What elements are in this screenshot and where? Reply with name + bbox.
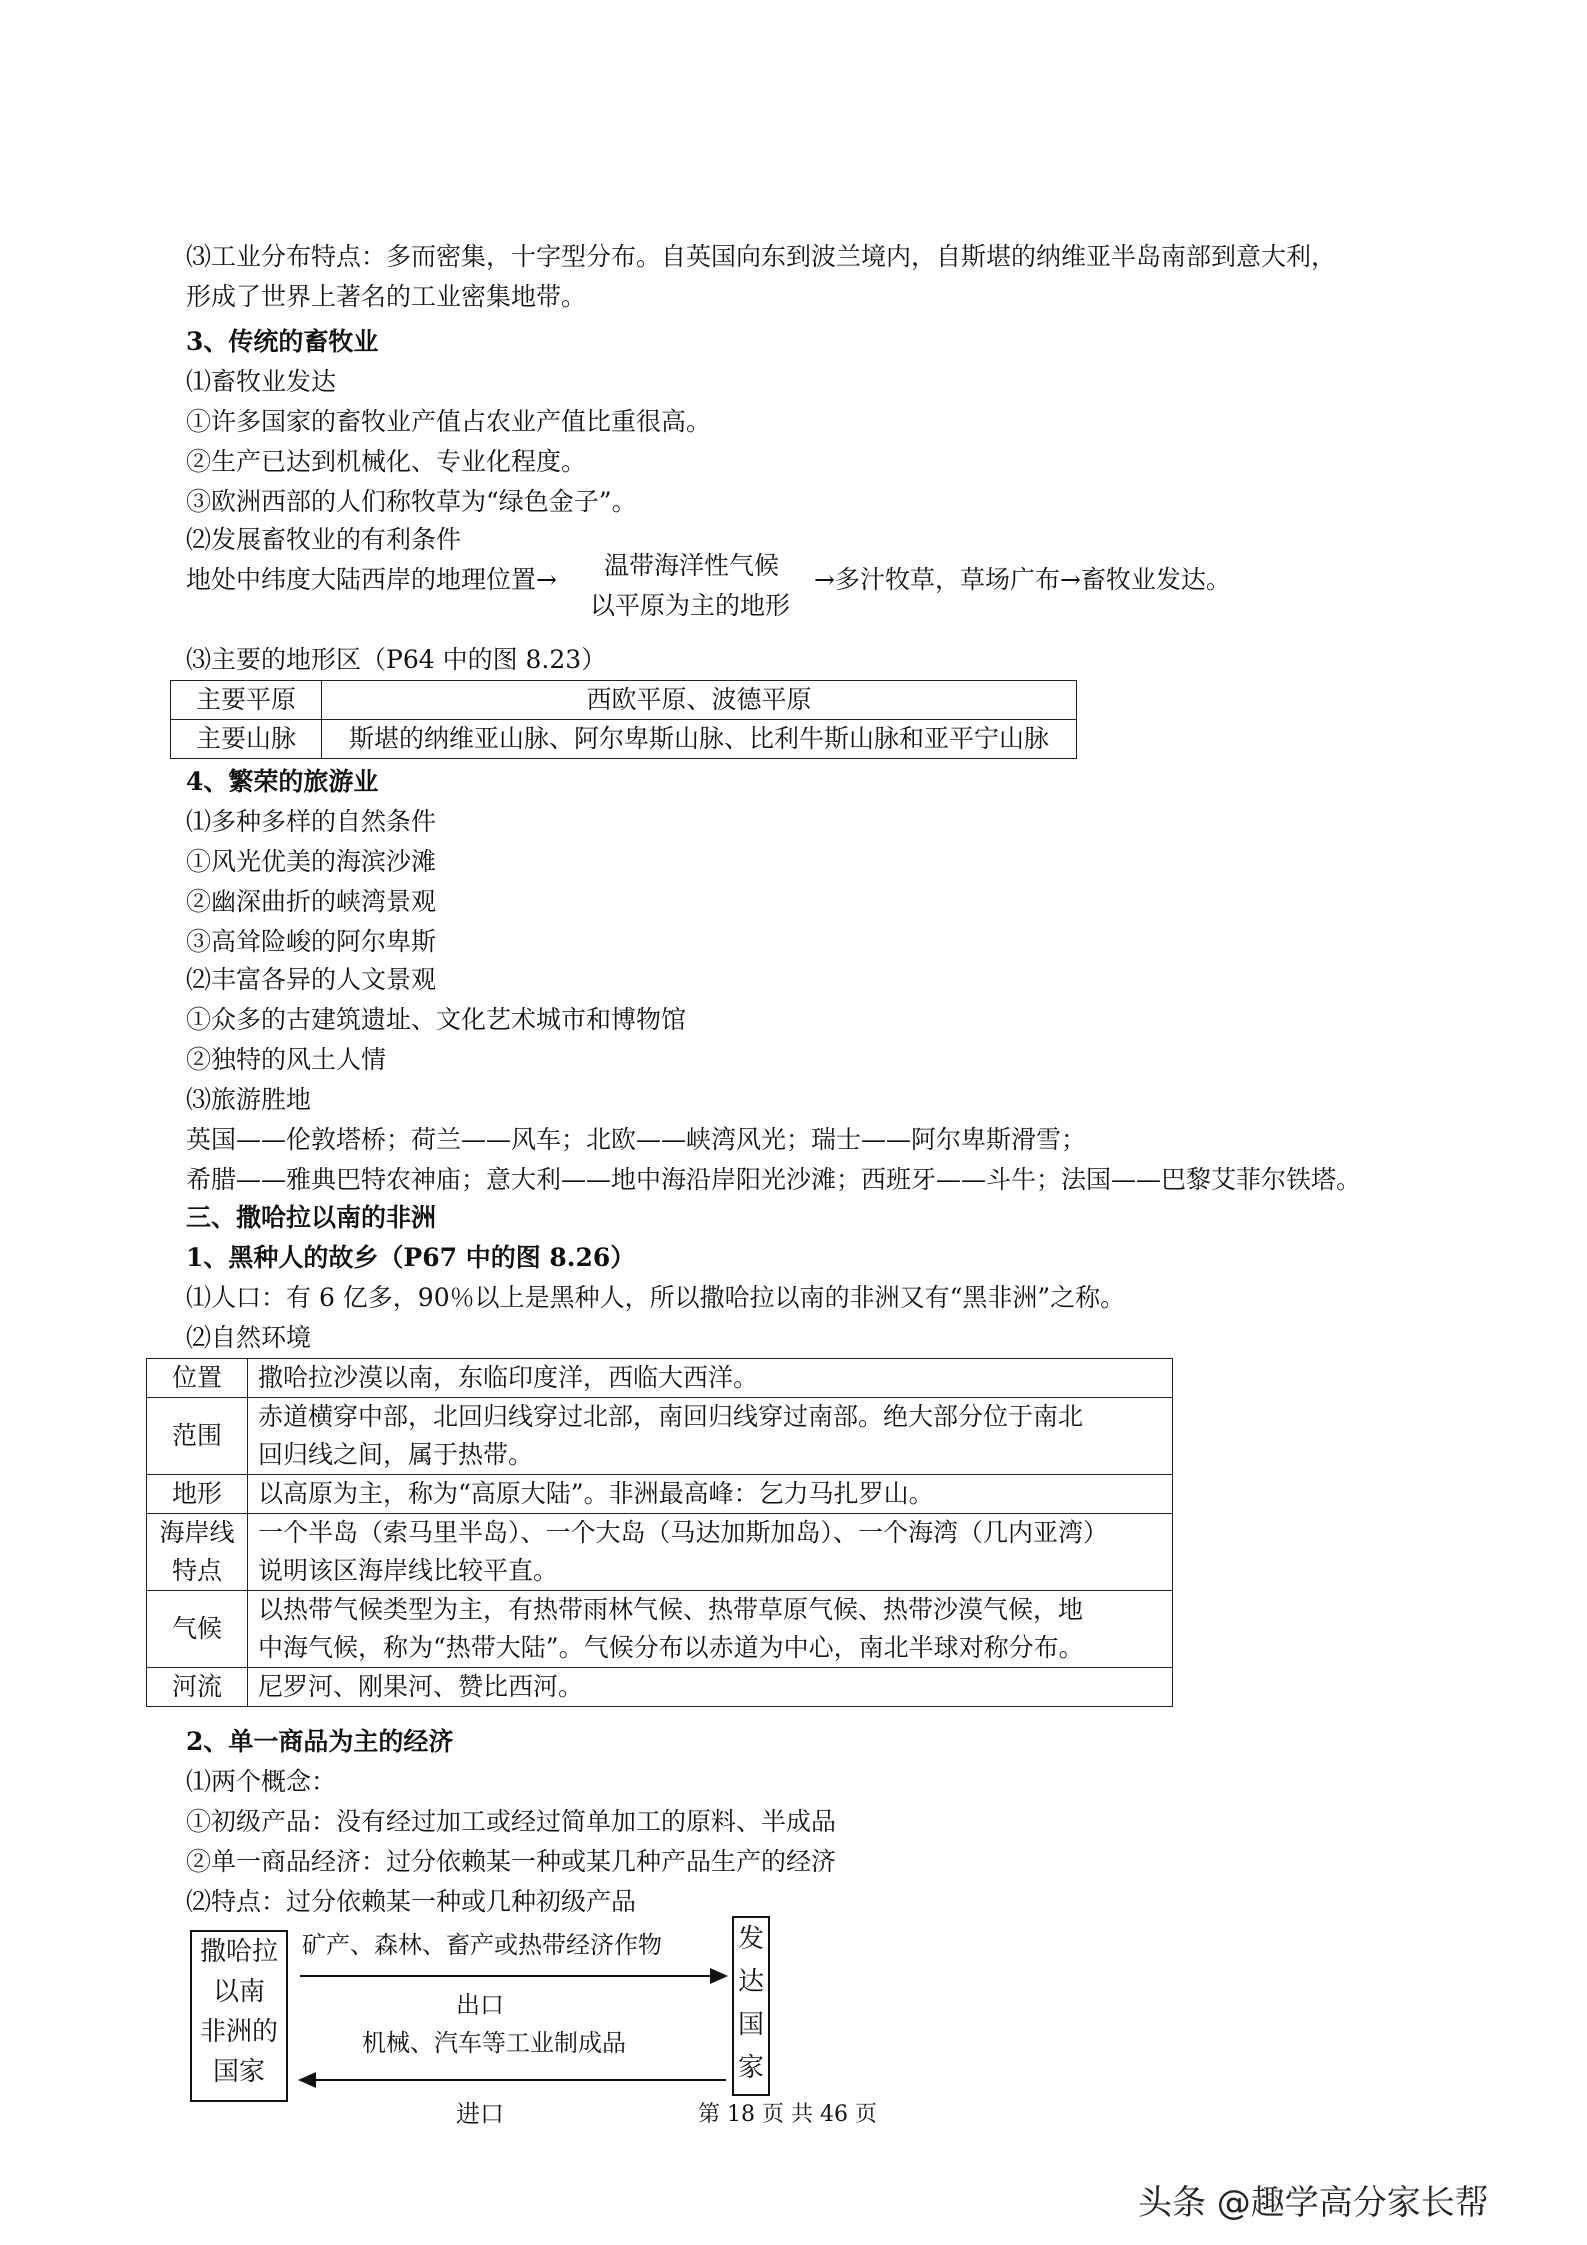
export-label: 出口 <box>456 1991 504 2019</box>
env-value: 一个半岛（索马里半岛）、一个大岛（马达加斯加岛）、一个海湾（几内亚湾） 说明该区海岸线比较平直。 <box>248 1514 1173 1591</box>
terrain-label: 主要山脉 <box>171 720 322 759</box>
import-arrow-line <box>316 2079 726 2081</box>
env-value: 撒哈拉沙漠以南，东临印度洋，西临大西洋。 <box>248 1359 1173 1398</box>
livestock-item-3: ③欧洲西部的人们称牧草为“绿色金子”。 <box>186 487 637 516</box>
terrain-value: 西欧平原、波德平原 <box>322 681 1077 720</box>
flow-mid-2: 以平原为主的地形 <box>590 591 791 620</box>
export-arrow-line <box>300 1975 710 1977</box>
page-footer: 第 18 页 共 46 页 <box>698 2102 877 2127</box>
flow-left: 地处中纬度大陆西岸的地理位置→ <box>186 565 557 594</box>
developed-countries-box: 发 达 国 家 <box>732 1916 770 2096</box>
left-arrow-icon <box>298 2072 316 2088</box>
env-value: 尼罗河、刚果河、赞比西河。 <box>248 1668 1173 1707</box>
env-label: 气候 <box>147 1591 248 1668</box>
env-label: 地形 <box>147 1475 248 1514</box>
tourism-human-2: ②独特的风土人情 <box>186 1045 387 1074</box>
export-goods-label: 矿产、森林、畜产或热带经济作物 <box>302 1931 662 1959</box>
watermark: 头条 @趣学高分家长帮 <box>1138 2183 1489 2223</box>
flow-mid-1: 温带海洋性气候 <box>604 551 780 580</box>
concepts-title: ⑴两个概念： <box>186 1767 337 1796</box>
table-row <box>147 1398 1173 1475</box>
africa-heading-2: 2、单一商品为主的经济 <box>186 1727 454 1756</box>
terrain-value: 斯堪的纳维亚山脉、阿尔卑斯山脉、比利牛斯山脉和亚平宁山脉 <box>322 720 1077 759</box>
livestock-subheading-1: ⑴畜牧业发达 <box>186 367 337 396</box>
import-label: 进口 <box>456 2100 504 2128</box>
livestock-subheading-3: ⑶主要的地形区（P64 中的图 8.23） <box>186 645 607 674</box>
tourism-spots-1: 英国——伦敦塔桥；荷兰——风车；北欧——峡湾风光；瑞士——阿尔卑斯滑雪； <box>186 1125 1087 1154</box>
africa-env-title: ⑵自然环境 <box>186 1323 312 1352</box>
env-label: 范围 <box>147 1398 248 1475</box>
africa-section-title: 三、撒哈拉以南的非洲 <box>186 1203 437 1232</box>
livestock-subheading-2: ⑵发展畜牧业的有利条件 <box>186 525 462 554</box>
table-row <box>147 1475 1173 1514</box>
tourism-spots-2: 希腊——雅典巴特农神庙；意大利——地中海沿岸阳光沙滩；西班牙——斗牛；法国——巴黎艾菲尔铁塔。 <box>186 1165 1362 1194</box>
tourism-subheading-1: ⑴多种多样的自然条件 <box>186 807 437 836</box>
env-value: 赤道横穿中部，北回归线穿过北部，南回归线穿过南部。绝大部分位于南北 回归线之间，属于热带。 <box>248 1398 1173 1475</box>
import-goods-label: 机械、汽车等工业制成品 <box>362 2029 626 2057</box>
env-label: 海岸线 特点 <box>147 1514 248 1591</box>
table-row <box>147 1514 1173 1591</box>
env-value: 以热带气候类型为主，有热带雨林气候、热带草原气候、热带沙漠气候，地 中海气候，称为“热带大陆”。气候分布以赤道为中心，南北半球对称分布。 <box>248 1591 1173 1668</box>
table-row <box>171 681 1077 720</box>
tourism-natural-1: ①风光优美的海滨沙滩 <box>186 847 437 876</box>
env-label: 位置 <box>147 1359 248 1398</box>
table-row <box>147 1591 1173 1668</box>
table-row <box>147 1359 1173 1398</box>
tourism-subheading-2: ⑵丰富各异的人文景观 <box>186 965 437 994</box>
livestock-item-1: ①许多国家的畜牧业产值占农业产值比重很高。 <box>186 407 712 436</box>
concept-2: ②单一商品经济：过分依赖某一种或某几种产品生产的经济 <box>186 1847 837 1876</box>
tourism-natural-2: ②幽深曲折的峡湾景观 <box>186 887 437 916</box>
africa-population: ⑴人口：有 6 亿多，90％以上是黑种人，所以撒哈拉以南的非洲又有“黑非洲”之称。 <box>186 1283 1126 1312</box>
industry-distribution-line2: 形成了世界上著名的工业密集地带。 <box>186 282 587 311</box>
table-row <box>171 720 1077 759</box>
economy-feature: ⑵特点：过分依赖某一种或几种初级产品 <box>186 1887 637 1916</box>
flow-right: →多汁牧草，草场广布→畜牧业发达。 <box>814 565 1231 594</box>
tourism-heading: 4、繁荣的旅游业 <box>186 767 379 796</box>
concept-1: ①初级产品：没有经过加工或经过简单加工的原料、半成品 <box>186 1807 837 1836</box>
livestock-item-2: ②生产已达到机械化、专业化程度。 <box>186 447 587 476</box>
tourism-subheading-3: ⑶旅游胜地 <box>186 1085 312 1114</box>
tourism-natural-3: ③高耸险峻的阿尔卑斯 <box>186 927 437 956</box>
env-label: 河流 <box>147 1668 248 1707</box>
terrain-table <box>170 680 1077 759</box>
terrain-label: 主要平原 <box>171 681 322 720</box>
right-arrow-icon <box>710 1968 728 1984</box>
tourism-human-1: ①众多的古建筑遗址、文化艺术城市和博物馆 <box>186 1005 687 1034</box>
livestock-heading: 3、传统的畜牧业 <box>186 327 379 356</box>
africa-box: 撒哈拉 以南 非洲的 国家 <box>190 1930 288 2102</box>
environment-table <box>146 1358 1173 1707</box>
env-value: 以高原为主，称为“高原大陆”。非洲最高峰：乞力马扎罗山。 <box>248 1475 1173 1514</box>
industry-distribution-line1: ⑶工业分布特点：多而密集，十字型分布。自英国向东到波兰境内，自斯堪的纳维亚半岛南部到意大利， <box>186 242 1337 271</box>
africa-heading-1: 1、黑种人的故乡（P67 中的图 8.26） <box>186 1243 636 1272</box>
table-row <box>147 1668 1173 1707</box>
